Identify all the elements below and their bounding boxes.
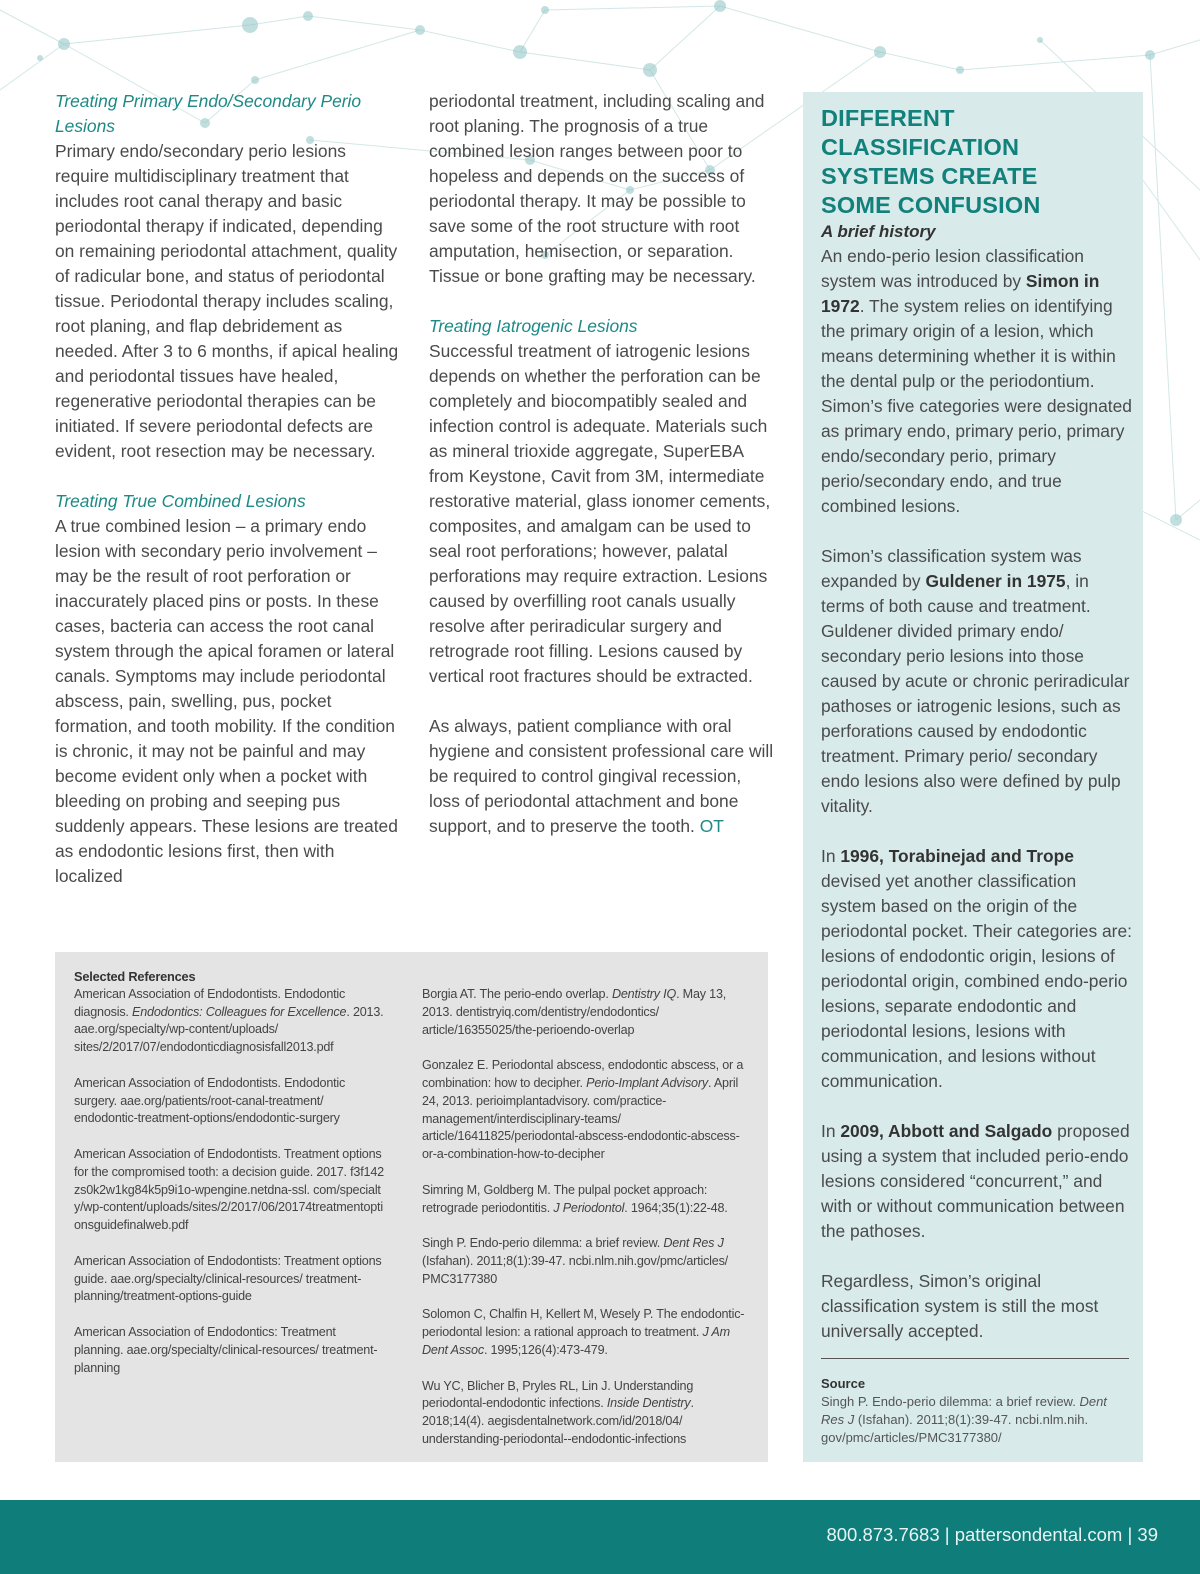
sidebar-paragraph-guldener: Simon’s classification system was expanded by Guldener in 1975, in terms of both cause and treatment. Guldener divided primary endo/ secondary perio lesions into those caused by acute or chronic periradicular pathoses or iatrogenic lesions, such as perforations caused by endodontic treatment. Primary perio/ secondary endo lesions also were defined by pulp vitality.: [821, 546, 1130, 816]
source-citation: Singh P. Endo-perio dilemma: a brief review. Dent Res J (Isfahan). 2011;8(1):39-47. ncbi.nlm.nih. gov/pmc/articles/PMC3177380/: [821, 1394, 1107, 1445]
body-true-combined-lesions: A true combined lesion – a primary endo lesion with secondary perio involvement – may be the result of root perforation or inaccurately placed pins or posts. In these cases, bacteria can access the root canal system through the apical foramen or lateral canals. Symptoms may include periodontal abscess, pain, swelling, pus, pocket formation, and tooth mobility. If the condition is chronic, it may not be painful and may become evident only when a pocket with bleeding on probing and seeping pus suddenly appears. These lesions are treated as endodontic lesions first, then with localized: [55, 516, 398, 886]
body-continued: periodontal treatment, including scaling and root planing. The prognosis of a true combined lesion ranges between poor to hopeless and depends on the success of periodontal therapy. It may be possible to save some of the root structure with root amputation, hemisection, or separation. Tissue or bone grafting may be necessary.: [429, 91, 765, 286]
reference-item: Solomon C, Chalfin H, Kellert M, Wesely P. The endodontic-periodontal lesion: a rational approach to treatment. J Am Dent Assoc. 1995;126(4):473-479.: [422, 1307, 745, 1357]
left-column: [55, 89, 400, 889]
reference-item: American Association of Endodontists. Endodontic diagnosis. Endodontics: Colleagues for Excellence. 2013. aae.org/specialty/wp-content/uploads/ sites/2/2017/07/endodonticdiagnosisfall2013.pdf: [74, 986, 384, 1055]
heading-primary-endo-secondary-perio: Treating Primary Endo/Secondary Perio Lesions: [55, 91, 362, 136]
reference-item: American Association of Endodontics: Treatment planning. aae.org/specialty/clinical-resources/ treatment-planning: [74, 1324, 378, 1375]
reference-item: Wu YC, Blicher B, Pryles RL, Lin J. Understanding periodontal-endodontic infections. Inside Dentistry. 2018;14(4). aegisdentalnetwork.com/id/2018/04/ understanding-periodontal--endodontic-infections: [422, 1378, 694, 1446]
sidebar-paragraph-regardless: Regardless, Simon’s original classification system is still the most universally accepted.: [821, 1271, 1099, 1341]
reference-item: Gonzalez E. Periodontal abscess, endodontic abscess, or a combination: how to decipher. Perio-Implant Advisory. April 24, 2013. perioimplantadvisory. com/practice-management/interdisciplinary-teams/ article/16411825/periodontal-abscess-endodontic-abscess-or-a-combination-how-to-decipher: [422, 1058, 744, 1162]
body-closing: [429, 714, 774, 839]
reference-item: Borgia AT. The perio-endo overlap. Dentistry IQ. May 13, 2013. dentistryiq.com/dentistry/endodontics/ article/16355025/the-perioendo-overlap: [422, 987, 727, 1037]
middle-column: [429, 89, 774, 839]
sidebar-divider: [821, 1358, 1129, 1359]
sidebar-classification: [803, 92, 1143, 1462]
reference-item: American Association of Endodontists: Treatment options guide. aae.org/specialty/clinical-resources/ treatment-planning/treatment-options-guide: [74, 1253, 382, 1304]
body-primary-endo-secondary-perio: Primary endo/secondary perio lesions require multidisciplinary treatment that includes root canal therapy and basic periodontal therapy if indicated, depending on remaining periodontal attachment, quality of radicular bone, and status of periodontal tissue. Periodontal therapy includes scaling, root planing, and flap debridement as needed. After 3 to 6 months, if apical healing and periodontal tissues have healed, regenerative periodontal therapies can be initiated. If severe periodontal defects are evident, root resection may be necessary.: [55, 141, 399, 461]
references-title: Selected References: [74, 969, 196, 984]
references-right-column: [422, 986, 752, 1467]
sidebar-paragraph-simon: An endo-perio lesion classification system was introduced by Simon in 1972. The system relies on identifying the primary origin of a lesion, which means determining whether it is within the dental pulp or the periodontium. Simon’s five categories were designated as primary endo, primary perio, primary endo/secondary perio, primary perio/secondary endo, and true combined lesions.: [821, 246, 1132, 516]
heading-iatrogenic-lesions: Treating Iatrogenic Lesions: [429, 316, 638, 336]
reference-item: American Association of Endodontists. Treatment options for the compromised tooth: a decision guide. 2017. f3f142zs0k2w1kg84k5p9i1o-wpengine.netdna-ssl. com/specialty/wp-content/uploads/sites/2/2017/06/20174treatmentoptionsguidefinalweb.pdf: [74, 1146, 384, 1233]
references-left-column: [74, 968, 384, 1395]
body-iatrogenic-lesions: Successful treatment of iatrogenic lesions depends on whether the perforation can be completely and biocompatibly sealed and infection control is adequate. Materials such as mineral trioxide aggregate, SuperEBA from Keystone, Cavit from 3M, intermediate restorative material, glass ionomer cements, composites, and amalgam can be used to seal root perforations; however, palatal perforations may require extraction. Lesions caused by overfilling root canals usually resolve after periradicular surgery and retrograde root filling. Lesions caused by vertical root fractures should be extracted.: [429, 341, 771, 686]
footer-contact: 800.873.7683 | pattersondental.com | 39: [826, 1524, 1158, 1545]
source-title: Source: [821, 1376, 866, 1391]
sidebar-title: DIFFERENT CLASSIFICATION SYSTEMS CREATE SOME CONFUSION: [821, 105, 1041, 218]
page-footer: [0, 1500, 1200, 1574]
sidebar-paragraph-torabinejad: In 1996, Torabinejad and Trope devised yet another classification system based on the origin of the periodontal pocket. Their categories are: lesions of endodontic origin, lesions of periodontal origin, combined endo-perio lesions, separate endodontic and periodontal lesions, lesions with communication, and lesions without communication.: [821, 846, 1132, 1091]
sidebar-subtitle: A brief history: [821, 222, 936, 241]
heading-true-combined-lesions: Treating True Combined Lesions: [55, 491, 306, 511]
reference-item: Singh P. Endo-perio dilemma: a brief review. Dent Res J (Isfahan). 2011;8(1):39-47. ncbi.nlm.nih.gov/pmc/articles/ PMC3177380: [422, 1236, 728, 1286]
closing-text: As always, patient compliance with oral hygiene and consistent professional care will be required to control gingival recession, loss of periodontal attachment and bone support, and to preserve the tooth.: [429, 716, 774, 836]
sidebar-paragraph-abbott: In 2009, Abbott and Salgado proposed using a system that included perio-endo lesions considered “concurrent,” and with or without communication between the pathoses.: [821, 1121, 1130, 1241]
reference-item: American Association of Endodontists. Endodontic surgery. aae.org/patients/root-canal-treatment/ endodontic-treatment-options/endodontic-surgery: [74, 1075, 346, 1126]
references-box: [55, 952, 768, 1462]
end-mark: OT: [699, 816, 724, 836]
reference-item: Simring M, Goldberg M. The pulpal pocket approach: retrograde periodontitis. J Periodontol. 1964;35(1):22-48.: [422, 1182, 728, 1215]
